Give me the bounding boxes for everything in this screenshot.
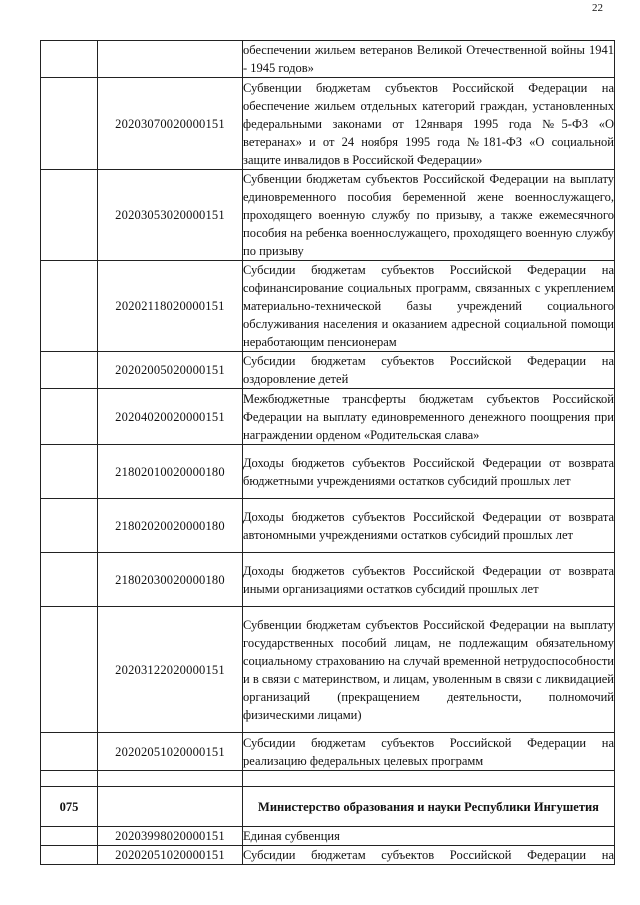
revenue-name-cell: Субсидии бюджетам субъектов Российской Федерации на софинансирование социальных программ, связанных с укреплением материально-технической базы учреждений социального обслуживания населения и оказанием адресной социальной помощи неработающим пенсионерам [243,261,615,352]
table-row [41,389,615,445]
table-row [41,78,615,170]
budget-code-cell: 20203998020000151 [98,827,243,846]
budget-code-cell [98,771,243,787]
admin-code-cell [41,771,98,787]
budget-code-cell: 20203070020000151 [98,78,243,170]
table-row [41,261,615,352]
budget-code-cell: 20204020020000151 [98,389,243,445]
admin-code-cell [41,553,98,607]
table-row [41,553,615,607]
admin-code-cell [41,607,98,733]
budget-code-cell: 20202051020000151 [98,733,243,771]
table-row [41,41,615,78]
admin-code-cell [41,352,98,389]
budget-code-cell: 20203053020000151 [98,170,243,261]
table-row [41,352,615,389]
admin-code-cell [41,78,98,170]
budget-code-cell: 20202051020000151 [98,846,243,865]
admin-code-cell [41,170,98,261]
revenue-name-cell: Субвенции бюджетам субъектов Российской Федерации на выплату единовременного пособия беременной жене военнослужащего, проходящего военную службу по призыву, а также ежемесячного пособия на ребенка военнослужащего, проходящего военную службу по призыву [243,170,615,261]
table-row [41,733,615,771]
revenue-name-cell: Субсидии бюджетам субъектов Российской Федерации на реализацию федеральных целевых программ [243,733,615,771]
table-row [41,499,615,553]
admin-code-cell [41,499,98,553]
budget-code-cell [98,787,243,827]
budget-code-cell: 21802010020000180 [98,445,243,499]
revenue-name-cell: Межбюджетные трансферты бюджетам субъектов Российской Федерации на выплату единовременного денежного поощрения при награждении орденом «Родительская слава» [243,389,615,445]
revenue-name-cell: Доходы бюджетов субъектов Российской Федерации от возврата иными организациями остатков субсидий прошлых лет [243,553,615,607]
revenue-name-cell [243,771,615,787]
admin-code-cell [41,827,98,846]
revenue-name-cell: Субсидии бюджетам субъектов Российской Федерации на [243,846,615,865]
admin-code-cell: 075 [41,787,98,827]
table-row [41,607,615,733]
revenue-name-cell: Доходы бюджетов субъектов Российской Федерации от возврата автономными учреждениями остатков субсидий прошлых лет [243,499,615,553]
revenue-name-cell: Субвенции бюджетам субъектов Российской Федерации на обеспечение жильем отдельных категорий граждан, установленных федеральными законами от 12января 1995 года №5-ФЗ «О ветеранах» и от 24 ноября 1995 года №181-ФЗ «О социальной защите инвалидов в Российской Федерации» [243,78,615,170]
table-row [41,170,615,261]
budget-code-cell: 21802020020000180 [98,499,243,553]
revenue-name-cell: Субсидии бюджетам субъектов Российской Федерации на оздоровление детей [243,352,615,389]
budget-code-cell [98,41,243,78]
page-number: 22 [592,2,603,14]
table-row [41,445,615,499]
revenue-name-cell: Субвенции бюджетам субъектов Российской Федерации на выплату государственных пособий лицам, не подлежащим обязательному социальному страхованию на случай временной нетрудоспособности и в связи с материнством, и лицам, уволенным в связи с ликвидацией организаций (прекращением деятельности, полномочий физическими лицами) [243,607,615,733]
table-row [41,771,615,787]
admin-code-cell [41,733,98,771]
admin-code-cell [41,41,98,78]
section-heading-row [41,787,615,827]
budget-code-cell: 20202005020000151 [98,352,243,389]
admin-code-cell [41,261,98,352]
budget-code-cell: 20203122020000151 [98,607,243,733]
revenue-name-cell: Единая субвенция [243,827,615,846]
ministry-heading: Министерство образования и науки Республики Ингушетия [243,787,615,827]
budget-code-cell: 20202118020000151 [98,261,243,352]
table-row [41,846,615,865]
table-row [41,827,615,846]
admin-code-cell [41,445,98,499]
admin-code-cell [41,846,98,865]
revenue-name-cell: Доходы бюджетов субъектов Российской Федерации от возврата бюджетными учреждениями остатков субсидий прошлых лет [243,445,615,499]
revenue-codes-table [40,40,615,865]
revenue-name-cell: обеспечении жильем ветеранов Великой Отечественной войны 1941 - 1945 годов» [243,41,615,78]
budget-code-cell: 21802030020000180 [98,553,243,607]
admin-code-cell [41,389,98,445]
